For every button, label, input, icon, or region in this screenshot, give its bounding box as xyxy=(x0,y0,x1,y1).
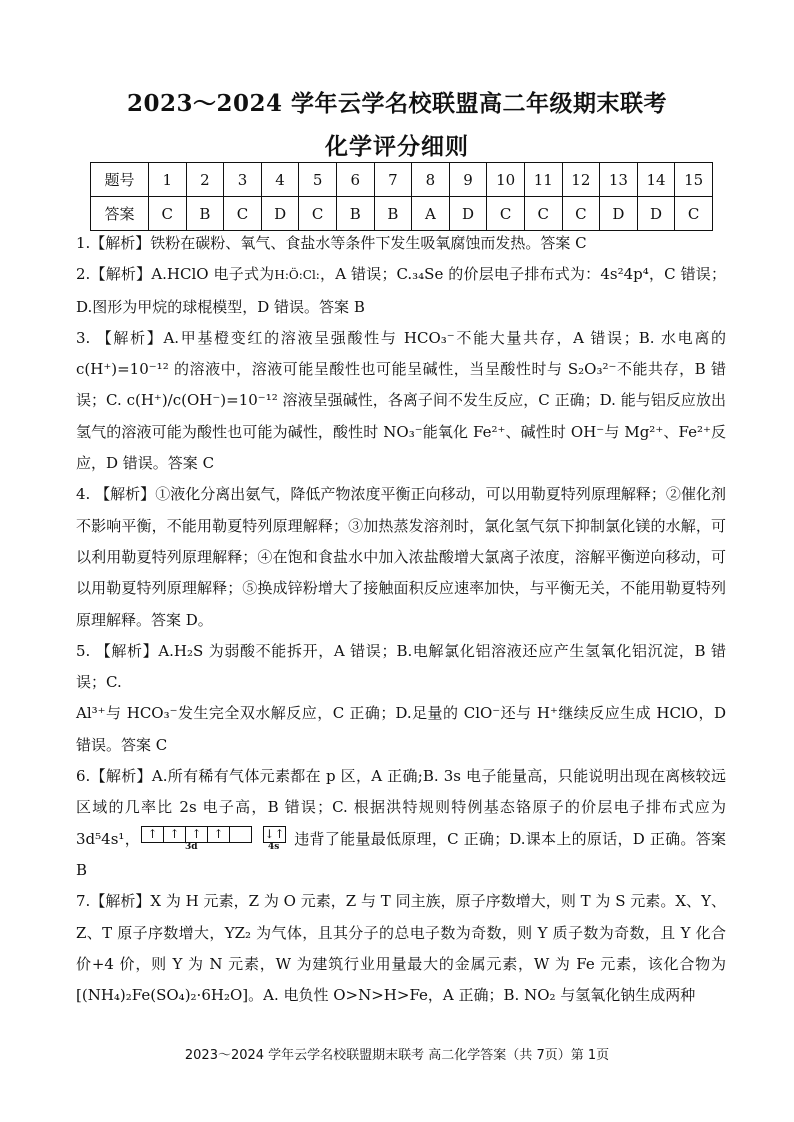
question-number-cell: 12 xyxy=(562,163,600,197)
solution-q2 xyxy=(76,259,726,323)
solution-q6-text-b: 违背了能量最低原理，C 正确；D.课本上的原话，D 正确。答案 B xyxy=(76,829,726,879)
answer-cell: D xyxy=(600,197,638,231)
question-number-cell: 11 xyxy=(524,163,562,197)
orbital-box: ↑ xyxy=(141,826,164,843)
answer-cell: B xyxy=(374,197,412,231)
solution-q3: 3. 【解析】A.甲基橙变红的溶液呈强酸性与 HCO₃⁻不能大量共存，A 错误；B. 水电离的 c(H⁺)=10⁻¹² 的溶液中，溶液可能呈酸性也可能呈碱性，当呈酸性时与 S₂O₃²⁻不能共存，B 错误；C. c(H⁺)/c(OH⁻)=10⁻¹² 溶液呈强碱性，各离子间不发生反应，C 正确；D. 能与铝反应放出氢气的溶液可能为酸性也可能为碱性，酸性时 NO₃⁻能氧化 Fe²⁺、碱性时 OH⁻与 Mg²⁺、Fe²⁺反应，D 错误。答案 C xyxy=(76,328,726,473)
orbital-3d-boxes xyxy=(142,826,252,843)
answer-cell: C xyxy=(487,197,525,231)
solution-q1: 1.【解析】铁粉在碳粉、氧气、食盐水等条件下发生吸氧腐蚀而发热。答案 C xyxy=(76,234,587,252)
question-number-cell: 5 xyxy=(299,163,337,197)
orbital-box: ↓↑ xyxy=(264,826,285,841)
question-number-cell: 1 xyxy=(149,163,187,197)
question-number-cell: 7 xyxy=(374,163,412,197)
answer-cell: D xyxy=(637,197,675,231)
question-number-cell: 6 xyxy=(336,163,374,197)
orbital-box: ↑ xyxy=(163,826,186,843)
answer-table-number-row xyxy=(91,163,713,197)
answer-cell: D xyxy=(261,197,299,231)
solution-q2-text-b: ，A 错误；C.₃₄Se 的价层电子排布式为：4s²4p⁴，C 错误；D.图形为甲烷的球棍模型，D 错误。答案 B xyxy=(76,265,727,316)
answer-table-answer-row xyxy=(91,197,713,231)
solution-q5-part1: 5. 【解析】A.H₂S 为弱酸不能拆开，A 错误；B.电解氯化铝溶液还应产生氢氧化铝沉淀，B 错误；C. xyxy=(76,641,726,692)
orbital-label-4s: 4s xyxy=(267,841,280,852)
answer-row-header: 答案 xyxy=(91,197,149,231)
solution-q4: 4. 【解析】①液化分离出氨气，降低产物浓度平衡正向移动，可以用勒夏特列原理解释；②催化剂不影响平衡，不能用勒夏特列原理解释；③加热蒸发溶剂时，氯化氢气氛下抑制氯化镁的水解，可以利用勒夏特列原理解释；④在饱和食盐水中加入浓盐酸增大氯离子浓度，溶解平衡逆向移动，可以用勒夏特列原理解释；⑤换成锌粉增大了接触面积反应速率加快，与平衡无关，不能用勒夏特列原理解释。答案 D。 xyxy=(76,485,726,629)
answer-cell: D xyxy=(449,197,487,231)
question-number-cell: 13 xyxy=(600,163,638,197)
question-number-cell: 4 xyxy=(261,163,299,197)
question-number-cell: 10 xyxy=(487,163,525,197)
answer-cell: C xyxy=(299,197,337,231)
answer-cell: B xyxy=(186,197,224,231)
answer-table xyxy=(90,162,713,231)
answer-cell: C xyxy=(224,197,262,231)
question-number-cell: 2 xyxy=(186,163,224,197)
page-footer: 2023～2024 学年云学名校联盟期末联考 高二化学答案（共 7页）第 1页 xyxy=(184,1048,610,1063)
document-title: 2023～2024 学年云学名校联盟高二年级期末联考 xyxy=(126,90,668,117)
question-number-cell: 8 xyxy=(412,163,450,197)
orbital-box: ↑ xyxy=(185,826,208,843)
solution-q6 xyxy=(76,761,726,886)
answer-cell: B xyxy=(336,197,374,231)
number-row-header: 题号 xyxy=(91,163,149,197)
orbital-box: ↑ xyxy=(207,826,230,843)
solution-q2-text-a: 2.【解析】A.HClO 电子式为 xyxy=(76,265,275,284)
question-number-cell: 9 xyxy=(449,163,487,197)
solution-q7: 7.【解析】X 为 H 元素，Z 为 O 元素，Z 与 T 同主族，原子序数增大，则 T 为 S 元素。X、Y、Z、T 原子序数增大，YZ₂ 为气体，且其分子的总电子数为奇数，则 Y 质子数为奇数，且 Y 化合价+4 价，则 Y 为 N 元素，W 为建筑行业用量最大的金属元素，W 为 Fe 元素，该化合物为[(NH₄)₂Fe(SO₄)₂·6H₂O]。A. 电负性 O>N>H>Fe，A 正确；B. NO₂ 与氢氧化钠生成两种 xyxy=(76,892,726,1005)
answer-cell: A xyxy=(412,197,450,231)
orbital-4s-box xyxy=(264,826,286,843)
solution-q5-part2: Al³⁺与 HCO₃⁻发生完全双水解反应，C 正确；D.足量的 ClO⁻还与 H⁺继续反应生成 HClO，D 错误。答案 C xyxy=(76,704,726,754)
orbital-box xyxy=(229,826,252,843)
question-number-cell: 14 xyxy=(637,163,675,197)
answer-cell: C xyxy=(562,197,600,231)
solution-q6-text-a: 6.【解析】A.所有稀有气体元素都在 p 区，A 正确;B. 3s 电子能量高，只能说明出现在离核较远区域的几率比 2s 电子高，B 错误；C. 根据洪特规则特例基态铬原子的价层电子排布式应为 3d⁵4s¹， xyxy=(76,767,726,848)
solutions-body xyxy=(76,228,726,1011)
question-number-cell: 15 xyxy=(675,163,713,197)
answer-cell: C xyxy=(524,197,562,231)
answer-cell: C xyxy=(149,197,187,231)
document-subtitle: 化学评分细则 xyxy=(325,133,469,160)
answer-cell: C xyxy=(675,197,713,231)
question-number-cell: 3 xyxy=(224,163,262,197)
hclo-electron-formula: H:Ö:Cl: xyxy=(274,268,320,283)
orbital-label-3d: 3d xyxy=(184,841,198,852)
orbital-diagram xyxy=(142,826,292,854)
